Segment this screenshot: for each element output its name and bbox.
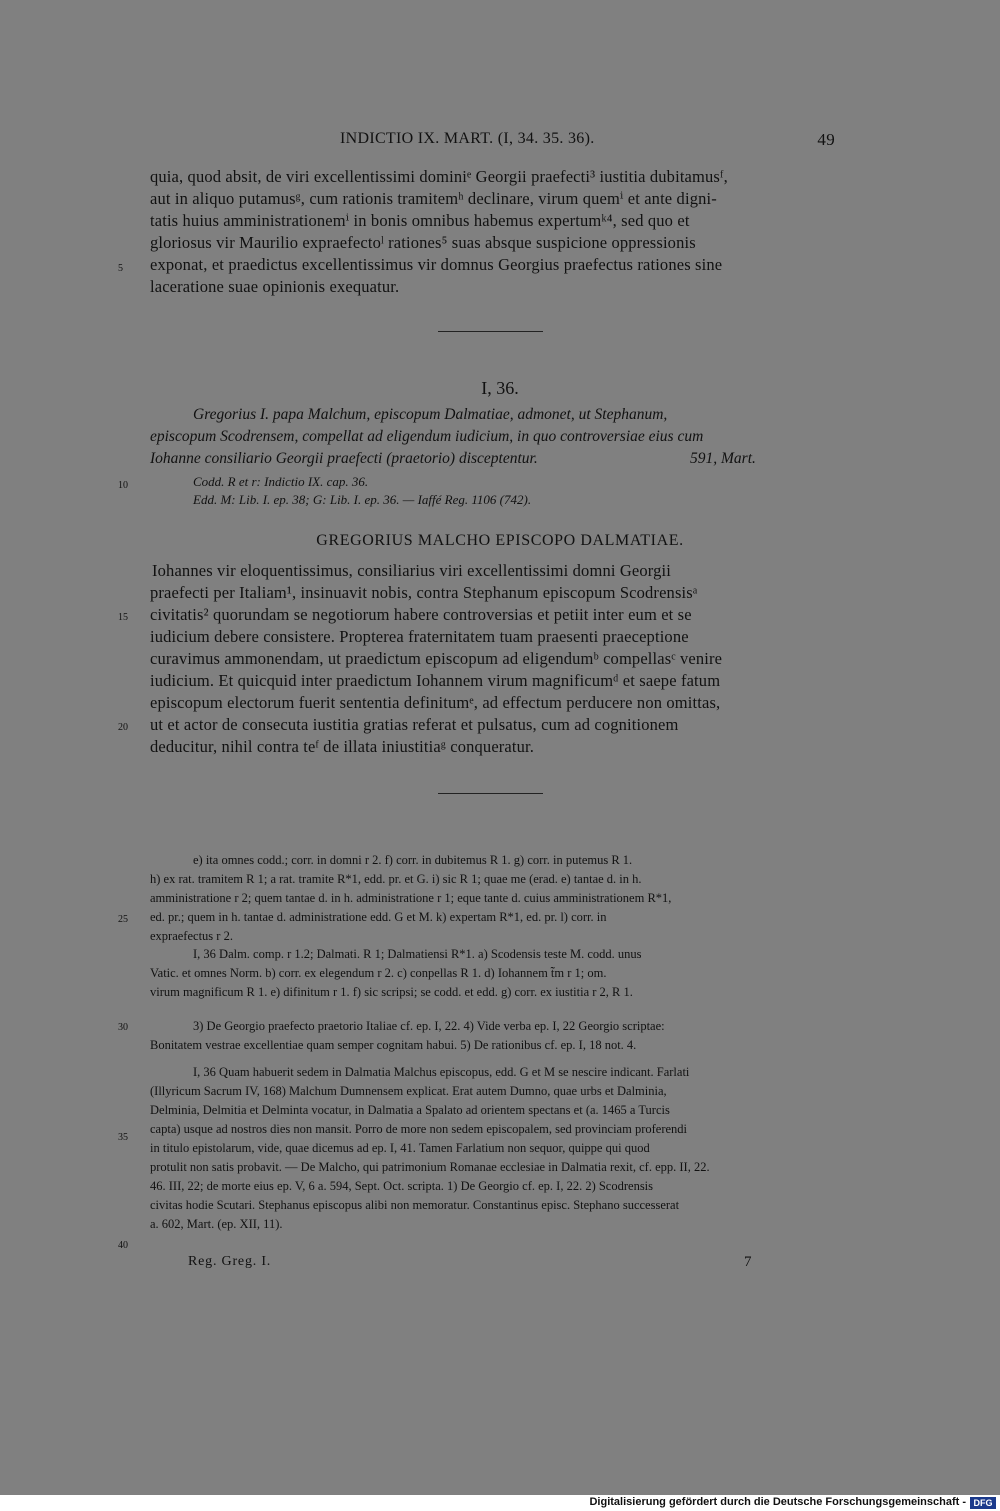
line-number: 20	[118, 722, 128, 733]
line-number: 40	[118, 1240, 128, 1251]
commentary-note: in titulo epistolarum, vide, quae dicemus ad ep. I, 41. Tamen Farlatium non sequor, quippe qui quod	[150, 1141, 650, 1155]
apparatus-note: expraefectus r 2.	[150, 929, 233, 943]
document-number: I, 36.	[481, 378, 519, 398]
regest-date: 591, Mart.	[690, 450, 756, 467]
signature-mark: Reg. Greg. I.	[188, 1254, 272, 1269]
line-number: 15	[118, 612, 128, 623]
signature-number: 7	[744, 1254, 752, 1270]
apparatus-note: ed. pr.; quem in h. tantae d. administratione edd. G et M. k) expertam R*1, ed. pr. l) corr. in	[150, 910, 607, 924]
running-title: INDICTIO IX. MART. (I, 34. 35. 36).	[340, 130, 595, 147]
apparatus-note: e) ita omnes codd.; corr. in domni r 2. f) corr. in dubitemus R 1. g) corr. in putemus R 1.	[193, 853, 633, 867]
intro-line: aut in aliquo putamusᵍ, cum rationis tramitemʰ declinare, virum quemⁱ et ante digni-	[150, 189, 717, 208]
letter-line: civitatis² quorundam se negotiorum habere controversias et petiit inter eum et se	[150, 605, 692, 624]
apparatus-note: I, 36 Dalm. comp. r 1.2; Dalmati. R 1; Dalmatiensi R*1. a) Scodensis teste M. codd. unus	[193, 947, 642, 961]
line-number: 5	[118, 263, 123, 274]
regest-line: Iohanne consiliario Georgii praefecti (praetorio) disceptentur.	[150, 450, 538, 467]
commentary-note: I, 36 Quam habuerit sedem in Dalmatia Malchus episcopus, edd. G et M se nescire indicant. Farlati	[193, 1065, 690, 1079]
letter-line: Iohannes vir eloquentissimus, consiliarius viri excellentissimi domni Georgii	[152, 561, 672, 580]
commentary-note: a. 602, Mart. (ep. XII, 11).	[150, 1217, 283, 1231]
footer-credit: Digitalisierung gefördert durch die Deutsche Forschungsgemeinschaft -	[589, 1496, 966, 1508]
letter-address: GREGORIUS MALCHO EPISCOPO DALMATIAE.	[316, 532, 684, 549]
apparatus-note: h) ex rat. tramitem R 1; a rat. tramite R*1, edd. pr. et G. i) sic R 1; quae me (erad. e) tantae d. in h.	[150, 872, 642, 886]
line-number: 10	[118, 480, 128, 491]
intro-line: quia, quod absit, de viri excellentissimi dominiᵉ Georgii praefecti³ iustitia dubitamusᶠ,	[150, 167, 728, 186]
commentary-note: Delminia, Delmitia et Delminta vocatur, in Dalmatia a Spalato ad orientem spectans et (a. 1465 a Turcis	[150, 1103, 670, 1117]
commentary-note: capta) usque ad nostros dies non mansit. Porro de more non sedem episcopalem, sed provinciam proferendi	[150, 1122, 688, 1136]
page-number: 49	[817, 130, 835, 149]
letter-line: iudicium. Et quicquid inter praedictum Iohannem virum magnificumᵈ et saepe fatum	[150, 671, 721, 690]
running-header	[150, 130, 835, 154]
intro-line: tatis huius amministrationemⁱ in bonis omnibus habemus expertumᵏ⁴, sed quo et	[150, 211, 690, 230]
commentary-note: 46. III, 22; de morte eius ep. V, 6 a. 594, Sept. Oct. scripta. 1) De Georgio cf. ep. I, 22. 2) Scodrensis	[150, 1179, 654, 1193]
letter-line: deducitur, nihil contra teᶠ de illata iniustitiaᵍ conqueratur.	[150, 737, 535, 756]
commentary-note: 3) De Georgio praefecto praetorio Italiae cf. ep. I, 22. 4) Vide verba ep. I, 22 Georgio scriptae:	[193, 1019, 665, 1033]
section-divider	[438, 793, 543, 794]
intro-line: laceratione suae opinionis exequatur.	[150, 277, 400, 296]
regest-line: Gregorius I. papa Malchum, episcopum Dalmatiae, admonet, ut Stephanum,	[193, 406, 668, 423]
commentary-note: protulit non satis probavit. — De Malcho, qui patrimonium Romanae ecclesiae in Dalmatia rexit, cf. epp. II, 22.	[150, 1160, 710, 1174]
letter-line: iudicium debere consistere. Propterea fraternitatem tuam praesenti praeceptione	[150, 627, 689, 646]
codices-line: Codd. R et r: Indictio IX. cap. 36.	[193, 474, 369, 489]
letter-line: ut et actor de consecuta iustitia gratias referat et pulsatus, cum ad cognitionem	[150, 715, 679, 734]
line-number: 25	[118, 914, 128, 925]
regest-line: episcopum Scodrensem, compellat ad eligendum iudicium, in quo controversiae eius cum	[150, 428, 704, 445]
letter-line: curavimus ammonendam, ut praedictum episcopum ad eligendumᵇ compellasᶜ venire	[150, 649, 723, 668]
commentary-note: Bonitatem vestrae excellentiae quam semper cognitam habui. 5) De rationibus cf. ep. I, 18 not. 4.	[150, 1038, 637, 1052]
commentary-note: (Illyricum Sacrum IV, 168) Malchum Dumnensem explicat. Erat autem Dumno, quae urbs et Dalminia,	[150, 1084, 667, 1098]
apparatus-note: amministratione r 2; quem tantae d. in h. administratione r 1; eque tante d. cuius amministrationem R*1,	[150, 891, 672, 905]
commentary-note: civitas hodie Scutari. Stephanus episcopus alibi non memoratur. Constantinus episc. Stephano successerat	[150, 1198, 680, 1212]
letter-line: episcopum electorum fuerit sententia definitumᵉ, ad effectum perducere non omittas,	[150, 693, 721, 712]
intro-line: exponat, et praedictus excellentissimus vir domnus Georgius praefectus rationes sine	[150, 255, 723, 274]
line-number: 35	[118, 1132, 128, 1143]
apparatus-note: virum magnificum R 1. e) difinitum r 1. f) sic scripsi; se codd. et edd. g) corr. ex iustitia r 2, R 1.	[150, 985, 633, 999]
intro-line: gloriosus vir Maurilio expraefectoˡ rationes⁵ suas absque suspicione oppressionis	[150, 233, 696, 252]
apparatus-note: Vatic. et omnes Norm. b) corr. ex elegendum r 2. c) conpellas R 1. d) Iohannem t̃̃m r 1; om.	[150, 966, 607, 980]
section-divider	[438, 331, 543, 332]
letter-line: praefecti per Italiam¹, insinuavit nobis, contra Stephanum episcopum Scodrensisᵃ	[150, 583, 698, 602]
editions-line: Edd. M: Lib. I. ep. 38; G: Lib. I. ep. 36. — Iaffé Reg. 1106 (742).	[193, 492, 532, 507]
line-number: 30	[118, 1022, 128, 1033]
dfg-logo: DFG	[970, 1497, 996, 1509]
